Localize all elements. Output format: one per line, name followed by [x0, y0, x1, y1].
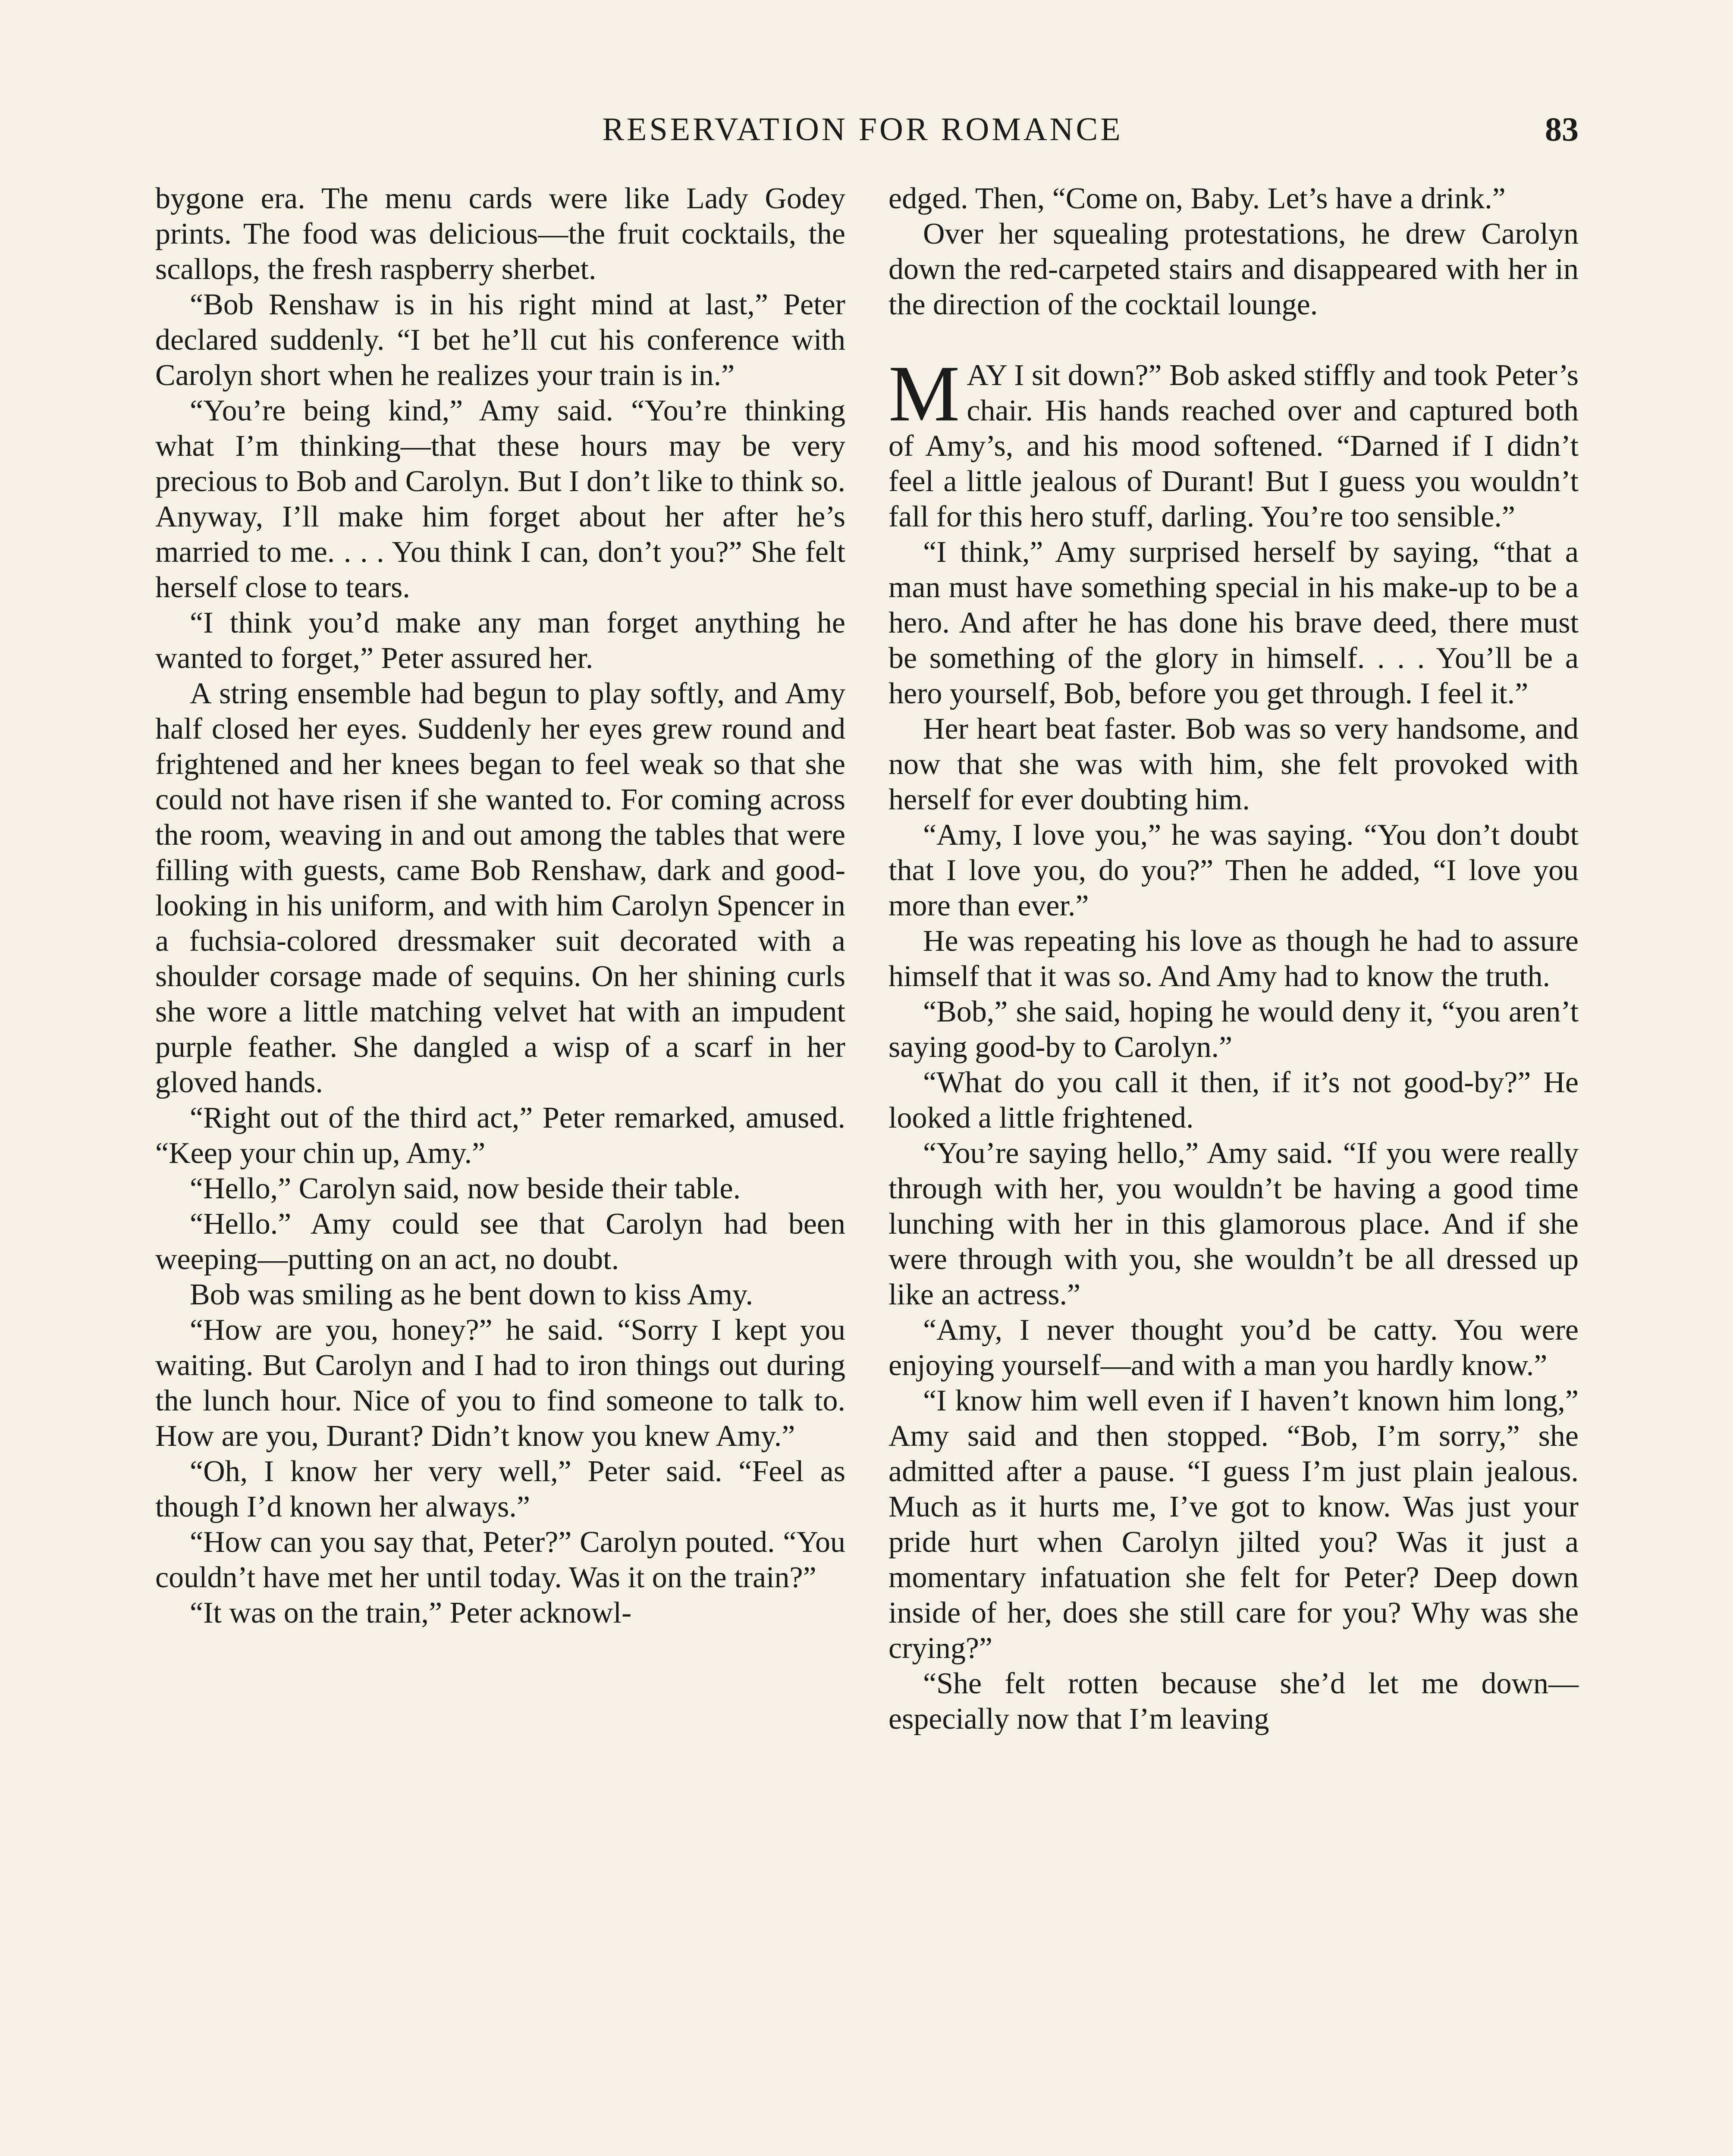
paragraph	[888, 535, 1579, 711]
paragraph	[888, 818, 1579, 924]
paragraph	[155, 287, 845, 393]
paragraph	[155, 1313, 845, 1454]
paragraph	[888, 1666, 1579, 1737]
paragraph	[155, 1595, 845, 1631]
paragraph	[155, 181, 845, 287]
paragraph-text: “You’re saying hello,” Amy said. “If you were really through with her, you wouldn’t be having a good time lunching with her in this glamorous place. And if she were through with you, she wouldn’t be all dressed up like an actress.”	[888, 1137, 1579, 1311]
paragraph	[888, 216, 1579, 323]
paragraph-text: “It was on the train,” Peter acknowl-	[190, 1596, 632, 1630]
paragraph-text: “Oh, I know her very well,” Peter said. “Feel as though I’d known her always.”	[155, 1455, 845, 1523]
paragraph-text: He was repeating his love as though he had to assure himself that it was so. And Amy had to know the truth.	[888, 924, 1579, 993]
paragraph	[888, 994, 1579, 1065]
paragraph-text: Her heart beat faster. Bob was so very handsome, and now that she was with him, she felt provoked with herself for ever doubting him.	[888, 712, 1579, 816]
paragraph	[888, 1383, 1579, 1666]
paragraph	[888, 924, 1579, 994]
paragraph	[888, 1065, 1579, 1136]
paragraph-text: “I think,” Amy surprised herself by saying, “that a man must have something special in his make-up to be a hero. And after he has done his brave deed, there must be something of the glory in himself. . . . You’ll be a hero yourself, Bob, before you get through. I feel it.”	[888, 536, 1579, 710]
paragraph-text: AY I sit down?” Bob asked stiffly and took Peter’s chair. His hands reached over and captured both of Amy’s, and his mood softened. “Darned if I didn’t feel a little jealous of Durant! But I guess you wouldn’t fall for this hero stuff, darling. You’re too sensible.”	[888, 359, 1579, 533]
paragraph	[888, 711, 1579, 818]
paragraph-text: “How are you, honey?” he said. “Sorry I kept you waiting. But Carolyn and I had to iron things out during the lunch hour. Nice of you to find someone to talk to. How are you, Durant? Didn’t know you knew Amy.”	[155, 1313, 845, 1453]
paragraph	[155, 676, 845, 1100]
paragraph	[155, 1171, 845, 1206]
paragraph	[155, 1454, 845, 1525]
paragraph	[888, 349, 1579, 535]
paragraph-text: “You’re being kind,” Amy said. “You’re thinking what I’m thinking—that these hours may be very precious to Bob and Carolyn. But I don’t like to think so. Anyway, I’ll make him forget about her after he’s married to me. . . . You think I can, don’t you?” She felt herself close to tears.	[155, 394, 845, 604]
paragraph	[155, 1100, 845, 1171]
paragraph-text: “Bob Renshaw is in his right mind at last,” Peter declared suddenly. “I bet he’ll cut his conference with Carolyn short when he realizes your train is in.”	[155, 288, 845, 392]
paragraph-text: Over her squealing protestations, he drew Carolyn down the red-carpeted stairs and disappeared with her in the direction of the cocktail lounge.	[888, 217, 1579, 321]
paragraph-text: “I think you’d make any man forget anything he wanted to forget,” Peter assured her.	[155, 606, 845, 675]
running-title: RESERVATION FOR ROMANCE	[602, 111, 1123, 147]
paragraph-text: “Amy, I love you,” he was saying. “You don’t doubt that I love you, do you?” Then he added, “I love you more than ever.”	[888, 818, 1579, 922]
paragraph-text: “Right out of the third act,” Peter remarked, amused. “Keep your chin up, Amy.”	[155, 1101, 845, 1170]
paragraph-text: “Amy, I never thought you’d be catty. You were enjoying yourself—and with a man you hardly know.”	[888, 1313, 1579, 1382]
paragraph	[155, 1206, 845, 1277]
paragraph	[155, 393, 845, 605]
paragraph-text: “I know him well even if I haven’t known him long,” Amy said and then stopped. “Bob, I’m sorry,” she admitted after a pause. “I guess I’m just plain jealous. Much as it hurts me, I’ve got to know. Was just your pride hurt when Carolyn jilted you? Was it just a momentary infatuation she felt for Peter? Deep down inside of her, does she still care for you? Why was she crying?”	[888, 1384, 1579, 1665]
page-header	[147, 108, 1579, 151]
paragraph-text: “How can you say that, Peter?” Carolyn pouted. “You couldn’t have met her until today. Was it on the train?”	[155, 1526, 845, 1594]
paragraph	[155, 1525, 845, 1595]
paragraph	[155, 605, 845, 676]
paragraph-text: “Bob,” she said, hoping he would deny it, “you aren’t saying good-by to Carolyn.”	[888, 995, 1579, 1064]
paragraph-text: edged. Then, “Come on, Baby. Let’s have a drink.”	[888, 182, 1506, 215]
paragraph	[888, 1313, 1579, 1383]
paragraph-text: “What do you call it then, if it’s not good-by?” He looked a little frightened.	[888, 1066, 1579, 1134]
page-number: 83	[1545, 110, 1579, 148]
paragraph	[888, 181, 1579, 216]
paragraph-text: Bob was smiling as he bent down to kiss Amy.	[190, 1278, 753, 1311]
paragraph	[888, 1136, 1579, 1313]
paragraph-text: “Hello,” Carolyn said, now beside their table.	[190, 1172, 741, 1205]
paragraph-text: “She felt rotten because she’d let me down—especially now that I’m leaving	[888, 1667, 1579, 1736]
right-column	[888, 181, 1579, 1737]
paragraph	[155, 1277, 845, 1313]
left-column	[155, 181, 845, 1631]
paragraph-text: bygone era. The menu cards were like Lady Godey prints. The food was delicious—the fruit cocktails, the scallops, the fresh raspberry sherbet.	[155, 182, 845, 286]
paragraph-text: “Hello.” Amy could see that Carolyn had been weeping—putting on an act, no doubt.	[155, 1207, 845, 1276]
paragraph-text: A string ensemble had begun to play softly, and Amy half closed her eyes. Suddenly her eyes grew round and frightened and her knees began to feel weak so that she could not have risen if she wanted to. For coming across the room, weaving in and out among the tables that were filling with guests, came Bob Renshaw, dark and good-looking in his uniform, and with him Carolyn Spencer in a fuchsia-colored dressmaker suit decorated with a shoulder corsage made of sequins. On her shining curls she wore a little matching velvet hat with an impudent purple feather. She dangled a wisp of a scarf in her gloved hands.	[155, 677, 845, 1099]
drop-cap: M	[888, 349, 960, 438]
